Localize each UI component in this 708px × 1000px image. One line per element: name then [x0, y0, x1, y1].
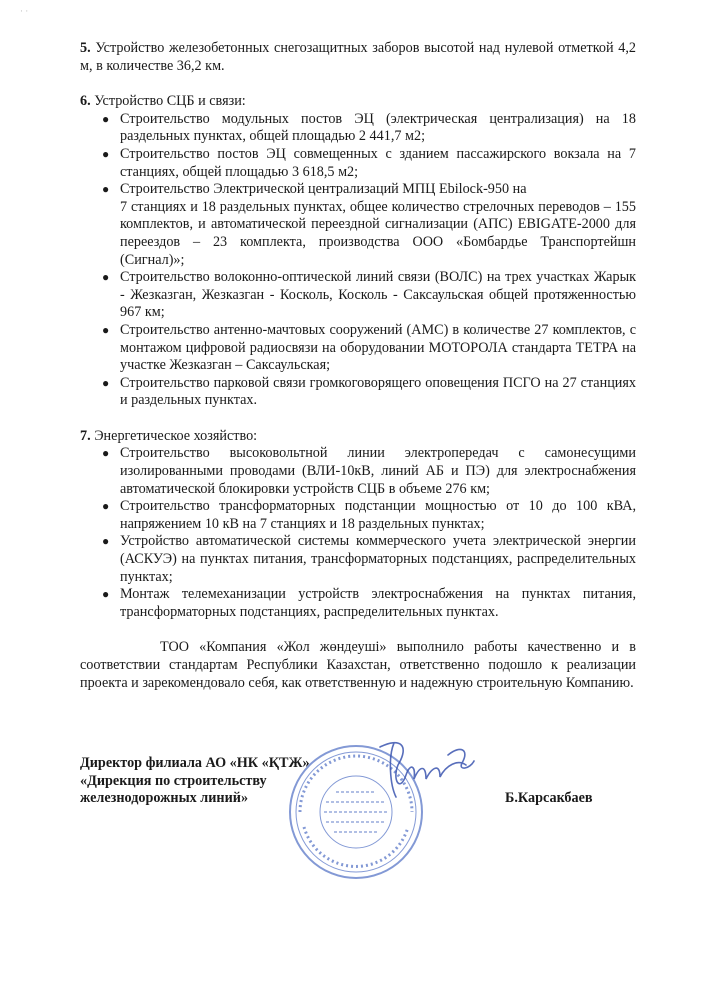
list-item: ● Строительство антенно-мачтовых сооружений (АМС) в количестве 27 комплектов, с монтажом цифровой радиосвязи на оборудовании МОТОРОЛА стандарта ТЕТРА на участке Жезказган – Саксаульская; — [102, 321, 636, 374]
closing-paragraph: ТОО «Компания «Жол жөндеуші» выполнило работы качественно и в соответствии стандартам Республики Казахстан, ответственно подошло к реализации проекта и зарекомендовало себя, как ответственную и надежную строительную Компанию. — [80, 639, 636, 691]
section-6-title — [80, 93, 636, 111]
section-7-title — [80, 428, 636, 446]
signatory-line: Директор филиала АО «НК «ҚТЖ» — [80, 755, 310, 771]
section-number: 6. — [80, 93, 91, 110]
bullet-icon: ● — [102, 322, 110, 337]
signatory-line: железнодорожных линий» — [80, 790, 249, 807]
list-item: ● Строительство парковой связи громкоговорящего оповещения ПСГО на 27 станциях и раздельных пунктах. — [102, 374, 636, 409]
section-text: Устройство железобетонных снегозащитных заборов высотой над нулевой отметкой 4,2 м, в количестве 36,2 км. — [80, 40, 637, 74]
signatory-line: «Дирекция по строительству — [80, 772, 267, 789]
bullet-icon: ● — [102, 375, 110, 390]
document-body — [80, 40, 636, 692]
list-item: ● Строительство модульных постов ЭЦ (электрическая централизация) на 18 раздельных пунктах, общей площадью 2 441,7 м2; — [102, 110, 636, 145]
scan-artifact: · · — [20, 6, 29, 16]
handwritten-signature-icon — [370, 735, 480, 805]
bullet-icon: ● — [102, 111, 110, 126]
bullet-icon: ● — [102, 182, 110, 197]
section-title-text: Энергетическое хозяйство: — [94, 427, 258, 444]
list-item: ● Строительство трансформаторных подстанции мощностью от 10 до 100 кВА, напряжением 10 кВ на 7 станциях и 18 раздельных пунктах; — [102, 498, 636, 532]
list-item: ● Строительство постов ЭЦ совмещенных с зданием пассажирского вокзала на 7 станциях, общей площадью 3 618,5 м2; — [102, 145, 636, 180]
list-item-continuation: 7 станциях и 18 раздельных пунктах, общее количество стрелочных переводов – 155 комплектов, и автоматической переездной сигнализации (АПС) EBIGATE-2000 для переездов – 23 комплекта, производства ООО «Бомбардье Транспортейшн (Сигнал)»; — [120, 198, 636, 268]
bullet-icon: ● — [102, 446, 110, 461]
bullet-icon: ● — [102, 499, 110, 514]
bullet-icon: ● — [102, 587, 110, 602]
bullet-icon: ● — [102, 270, 110, 285]
section-7-list — [80, 445, 636, 621]
bullet-icon: ● — [102, 146, 110, 161]
list-item: ● Строительство Электрической централизаций МПЦ Ebilock-950 на — [102, 181, 527, 198]
section-title-text: Устройство СЦБ и связи: — [94, 93, 246, 110]
list-item: ● Монтаж телемеханизации устройств электроснабжения на пунктах питания, трансформаторных подстанциях, распределительных пунктах. — [102, 586, 636, 620]
section-5 — [80, 40, 636, 75]
signatory-name: Б.Карсакбаев — [505, 790, 593, 806]
section-number: 5. — [80, 40, 91, 56]
section-6-list — [80, 111, 636, 410]
list-item: ● Строительство волоконно-оптической линий связи (ВОЛС) на трех участках Жарык - Жезказган, Жезказган - Косколь, Косколь - Саксаульская общей протяженностью 967 км; — [102, 269, 636, 321]
list-item: ● Строительство высоковольтной линии электропередач с самонесущими изолированными проводами (ВЛИ-10кВ, линий АБ и ПЭ) для электроснабжения автоматической блокировки устройств СЦБ в объеме 276 км; — [102, 445, 636, 497]
bullet-icon: ● — [102, 534, 110, 549]
section-number: 7. — [80, 427, 91, 444]
list-item: ● Устройство автоматической системы коммерческого учета электрической энергии (АСКУЭ) на пунктах питания, трансформаторных подстанциях, распределительных пунктах; — [102, 533, 636, 585]
